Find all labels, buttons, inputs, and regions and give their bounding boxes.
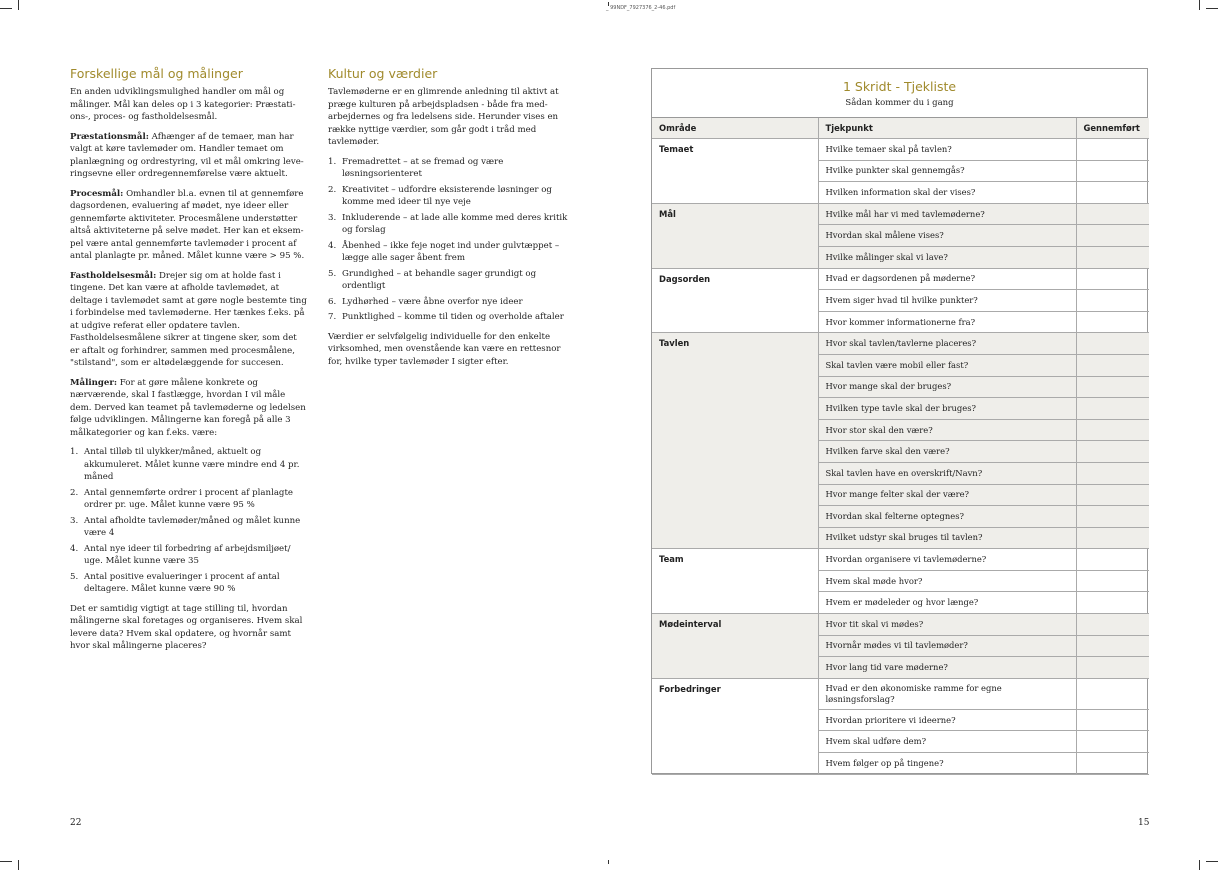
- area-cell: Mødeinterval: [652, 614, 818, 679]
- performance-text: Afhænger af de temaer, man har valgt at køre tavlemøder om. Handler temaet om planlægning og ordrestyring, vil et mål omkring leveringsevne eller ordregennemførelse være aktuelt.: [70, 131, 304, 179]
- list-item: [328, 240, 568, 265]
- checkpoint-cell: Hvordan skal målene vises?: [818, 225, 1076, 247]
- measurements-term: Målinger:: [70, 377, 118, 388]
- performance-paragraph: [70, 131, 308, 181]
- list-number: 1.: [70, 447, 79, 457]
- list-item: [328, 311, 568, 324]
- completed-checkbox-cell[interactable]: [1076, 570, 1149, 592]
- list-number: 5.: [70, 571, 79, 582]
- column-header-checkpoint: Tjekpunkt: [818, 118, 1076, 139]
- measures-outro: Det er samtidig vigtigt at tage stilling til, hvordan målingerne skal foretages og organiseres. Hvem skal levere data? Hvem skal opdatere, og hvornår samt hvor skal målingerne placeres?: [70, 603, 303, 651]
- culture-intro: Tavlemøderne er en glimrende anledning til aktivt at præge kulturen på arbejdspladsen - både fra medarbejdernes og fra ledelsens side. Herunder vises en række nyttige værdier, som går godt i tråd med tavlemøder.: [328, 87, 559, 147]
- table-row: [652, 678, 1149, 709]
- checkpoint-cell: Hvilke punkter skal gennemgås?: [818, 160, 1076, 182]
- crop-mark: [18, 0, 19, 10]
- completed-checkbox-cell[interactable]: [1076, 635, 1149, 657]
- page-number-left: 22: [70, 818, 82, 828]
- checkpoint-cell: Hvor mange skal der bruges?: [818, 376, 1076, 398]
- column-header-area: Område: [652, 118, 818, 139]
- retention-paragraph: [70, 270, 308, 370]
- table-row: [652, 139, 1149, 161]
- completed-checkbox-cell[interactable]: [1076, 731, 1149, 753]
- completed-checkbox-cell[interactable]: [1076, 592, 1149, 614]
- list-item: [328, 296, 568, 309]
- file-slug: _ 99NDF_7927376_2-46.pdf: [606, 5, 676, 11]
- retention-text: Drejer sig om at holde fast i tingene. Det kan være at afholde tavlemødet, at deltage i tavlemødet samt at gøre nogle bestemte ting i forbindelse med tavlemøderne. Her tænkes f.eks. på at udgive referat eller opdatere tavlen. Fastholdelsesmålene sikrer at tingene sker, som det er aftalt og forhindrer, sammen med procesmålene, "stilstand", som er altødelæggende for succesen.: [70, 270, 307, 368]
- checkpoint-cell: Hvem skal møde hvor?: [818, 570, 1076, 592]
- completed-checkbox-cell[interactable]: [1076, 203, 1149, 225]
- completed-checkbox-cell[interactable]: [1076, 246, 1149, 268]
- table-header-row: [652, 118, 1149, 139]
- checkpoint-cell: Hvem følger op på tingene?: [818, 753, 1076, 775]
- list-item: [328, 212, 568, 237]
- checkpoint-cell: Hvordan skal felterne optegnes?: [818, 506, 1076, 528]
- list-number: 6.: [328, 296, 337, 307]
- culture-column: [328, 66, 568, 375]
- table-row: [652, 549, 1149, 571]
- completed-checkbox-cell[interactable]: [1076, 160, 1149, 182]
- performance-term: Præstationsmål:: [70, 131, 149, 142]
- measurements-text: For at gøre målene konkrete og nærværende, skal I fastlægge, hvordan I vil måle dem. Derved kan teamet på tavlemøderne og ledelsen følge udviklingen. Målingerne kan foregå på alle 3 målkategorier og kan f.eks. være:: [70, 377, 306, 438]
- area-cell: Dagsorden: [652, 268, 818, 333]
- checklist-box: [651, 68, 1148, 774]
- process-text: Omhandler bl.a. evnen til at gennemføre dagsordenen, evaluering af mødet, nye ideer eller gennemførte aktiviteter. Procesmålene understøtter altså aktiviteterne på selve mødet. Her kan et eksempel være antal gennemførte tavlemøder i procent af antal planlagte pr. måned. Målet kunne være > 95 %.: [70, 188, 305, 261]
- measures-column: [70, 66, 308, 660]
- crop-mark: [1206, 8, 1218, 9]
- list-item: [328, 156, 568, 181]
- checkpoint-cell: Hvem siger hvad til hvilke punkter?: [818, 290, 1076, 312]
- completed-checkbox-cell[interactable]: [1076, 484, 1149, 506]
- list-item: [70, 487, 308, 512]
- list-number: 2.: [328, 184, 337, 195]
- completed-checkbox-cell[interactable]: [1076, 506, 1149, 528]
- list-number: 3.: [70, 515, 79, 526]
- measures-heading: Forskellige mål og målinger: [70, 66, 243, 81]
- checkpoint-cell: Hvordan organisere vi tavlemøderne?: [818, 549, 1076, 571]
- checkpoint-cell: Skal tavlen have en overskrift/Navn?: [818, 462, 1076, 484]
- list-item: [70, 571, 308, 596]
- list-text: Antal gennemførte ordrer i procent af planlagte ordrer pr. uge. Målet kunne være 95 %: [84, 487, 293, 510]
- list-text: Fremadrettet – at se fremad og være løsningsorienteret: [342, 156, 504, 179]
- culture-outro: Værdier er selvfølgelig individuelle for den enkelte virksomhed, men ovenstående kan være en rettesnor for, hvilke typer tavlemøder I sigter efter.: [328, 331, 561, 367]
- page-number-right: 15: [1138, 818, 1150, 828]
- list-item: [328, 268, 568, 293]
- completed-checkbox-cell[interactable]: [1076, 268, 1149, 290]
- checkpoint-cell: Hvornår mødes vi til tavlemøder?: [818, 635, 1076, 657]
- checkpoint-cell: Hvilken information skal der vises?: [818, 182, 1076, 204]
- crop-mark: [1199, 860, 1200, 870]
- crop-mark: [1199, 0, 1200, 10]
- completed-checkbox-cell[interactable]: [1076, 753, 1149, 775]
- table-row: [652, 268, 1149, 290]
- crop-mark: [1206, 861, 1218, 862]
- crop-mark: [0, 8, 12, 9]
- completed-checkbox-cell[interactable]: [1076, 290, 1149, 312]
- measurements-paragraph: [70, 377, 308, 440]
- completed-checkbox-cell[interactable]: [1076, 398, 1149, 420]
- checkpoint-cell: Hvor tit skal vi mødes?: [818, 614, 1076, 636]
- list-text: Antal tilløb til ulykker/måned, aktuelt og akkumuleret. Målet kunne være mindre end 4 pr. måned: [84, 447, 300, 482]
- process-term: Procesmål:: [70, 188, 124, 199]
- completed-checkbox-cell[interactable]: [1076, 225, 1149, 247]
- completed-checkbox-cell[interactable]: [1076, 139, 1149, 161]
- crop-mark: [0, 861, 12, 862]
- checkpoint-cell: Skal tavlen være mobil eller fast?: [818, 354, 1076, 376]
- list-number: 4.: [328, 240, 337, 251]
- checklist-title: 1 Skridt - Tjekliste: [842, 79, 957, 94]
- completed-checkbox-cell[interactable]: [1076, 678, 1149, 709]
- area-cell: Team: [652, 549, 818, 614]
- list-item: [70, 543, 308, 568]
- checklist-body: [652, 139, 1149, 775]
- checkpoint-cell: Hvor skal tavlen/tavlerne placeres?: [818, 333, 1076, 355]
- checkpoint-cell: Hvor kommer informationerne fra?: [818, 311, 1076, 333]
- list-number: 4.: [70, 543, 79, 554]
- table-row: [652, 614, 1149, 636]
- completed-checkbox-cell[interactable]: [1076, 419, 1149, 441]
- list-text: Inkluderende – at lade alle komme med deres kritik og forslag: [342, 212, 568, 235]
- crop-mark: [608, 860, 609, 864]
- checkpoint-cell: Hvilken farve skal den være?: [818, 441, 1076, 463]
- checkpoint-cell: Hvor stor skal den være?: [818, 419, 1076, 441]
- completed-checkbox-cell[interactable]: [1076, 182, 1149, 204]
- completed-checkbox-cell[interactable]: [1076, 441, 1149, 463]
- list-text: Antal afholdte tavlemøder/måned og målet kunne være 4: [84, 515, 301, 538]
- column-header-completed: Gennemført: [1076, 118, 1149, 139]
- completed-checkbox-cell[interactable]: [1076, 333, 1149, 355]
- area-cell: Mål: [652, 203, 818, 268]
- values-list: [328, 156, 568, 324]
- checkpoint-cell: Hvordan prioritere vi ideerne?: [818, 709, 1076, 731]
- checkpoint-cell: Hvilke målinger skal vi lave?: [818, 246, 1076, 268]
- checkpoint-cell: Hvad er den økonomiske ramme for egne løsningsforslag?: [818, 678, 1076, 709]
- list-number: 5.: [328, 268, 337, 279]
- area-cell: Temaet: [652, 139, 818, 204]
- list-number: 7.: [328, 312, 337, 322]
- area-cell: Forbedringer: [652, 678, 818, 774]
- list-text: Lydhørhed – være åbne overfor nye ideer: [342, 296, 523, 307]
- retention-term: Fastholdelsesmål:: [70, 270, 157, 281]
- list-text: Grundighed – at behandle sager grundigt og ordentligt: [342, 268, 537, 291]
- completed-checkbox-cell[interactable]: [1076, 549, 1149, 571]
- list-number: 2.: [70, 487, 79, 498]
- list-text: Antal nye ideer til forbedring af arbejdsmiljøet/ uge. Målet kunne være 35: [84, 543, 291, 566]
- completed-checkbox-cell[interactable]: [1076, 376, 1149, 398]
- completed-checkbox-cell[interactable]: [1076, 657, 1149, 679]
- culture-heading: Kultur og værdier: [328, 66, 438, 81]
- list-text: Punktlighed – komme til tiden og overholde aftaler: [342, 312, 564, 322]
- checkpoint-cell: Hvor mange felter skal der være?: [818, 484, 1076, 506]
- table-row: [652, 333, 1149, 355]
- checklist-subtitle: Sådan kommer du i gang: [845, 98, 954, 108]
- crop-mark: [18, 860, 19, 870]
- process-paragraph: [70, 188, 308, 263]
- checkpoint-cell: Hvem er mødeleder og hvor længe?: [818, 592, 1076, 614]
- measurements-list: [70, 446, 308, 596]
- completed-checkbox-cell[interactable]: [1076, 354, 1149, 376]
- list-number: 3.: [328, 212, 337, 223]
- checkpoint-cell: Hvilke temaer skal på tavlen?: [818, 139, 1076, 161]
- checkpoint-cell: Hvad er dagsordenen på møderne?: [818, 268, 1076, 290]
- completed-checkbox-cell[interactable]: [1076, 709, 1149, 731]
- completed-checkbox-cell[interactable]: [1076, 311, 1149, 333]
- area-cell: Tavlen: [652, 333, 818, 549]
- completed-checkbox-cell[interactable]: [1076, 462, 1149, 484]
- list-text: Åbenhed – ikke feje noget ind under gulvtæppet – lægge alle sager åbent frem: [342, 240, 560, 263]
- checklist-header: [652, 69, 1147, 118]
- table-row: [652, 203, 1149, 225]
- completed-checkbox-cell[interactable]: [1076, 527, 1149, 549]
- checkpoint-cell: Hvem skal udføre dem?: [818, 731, 1076, 753]
- checkpoint-cell: Hvilke mål har vi med tavlemøderne?: [818, 203, 1076, 225]
- list-text: Antal positive evalueringer i procent af antal deltagere. Målet kunne være 90 %: [84, 571, 280, 594]
- measures-intro: En anden udviklingsmulighed handler om mål og målinger. Mål kan deles op i 3 kategorier: Præstations-, proces- og fastholdelsesmål.: [70, 87, 296, 122]
- list-item: [328, 184, 568, 209]
- checkpoint-cell: Hvilket udstyr skal bruges til tavlen?: [818, 527, 1076, 549]
- checkpoint-cell: Hvor lang tid vare møderne?: [818, 657, 1076, 679]
- completed-checkbox-cell[interactable]: [1076, 614, 1149, 636]
- list-item: [70, 446, 308, 484]
- list-item: [70, 515, 308, 540]
- list-text: Kreativitet – udfordre eksisterende løsninger og komme med ideer til nye veje: [342, 184, 552, 207]
- list-number: 1.: [328, 156, 337, 167]
- checklist-table: [652, 118, 1149, 775]
- checkpoint-cell: Hvilken type tavle skal der bruges?: [818, 398, 1076, 420]
